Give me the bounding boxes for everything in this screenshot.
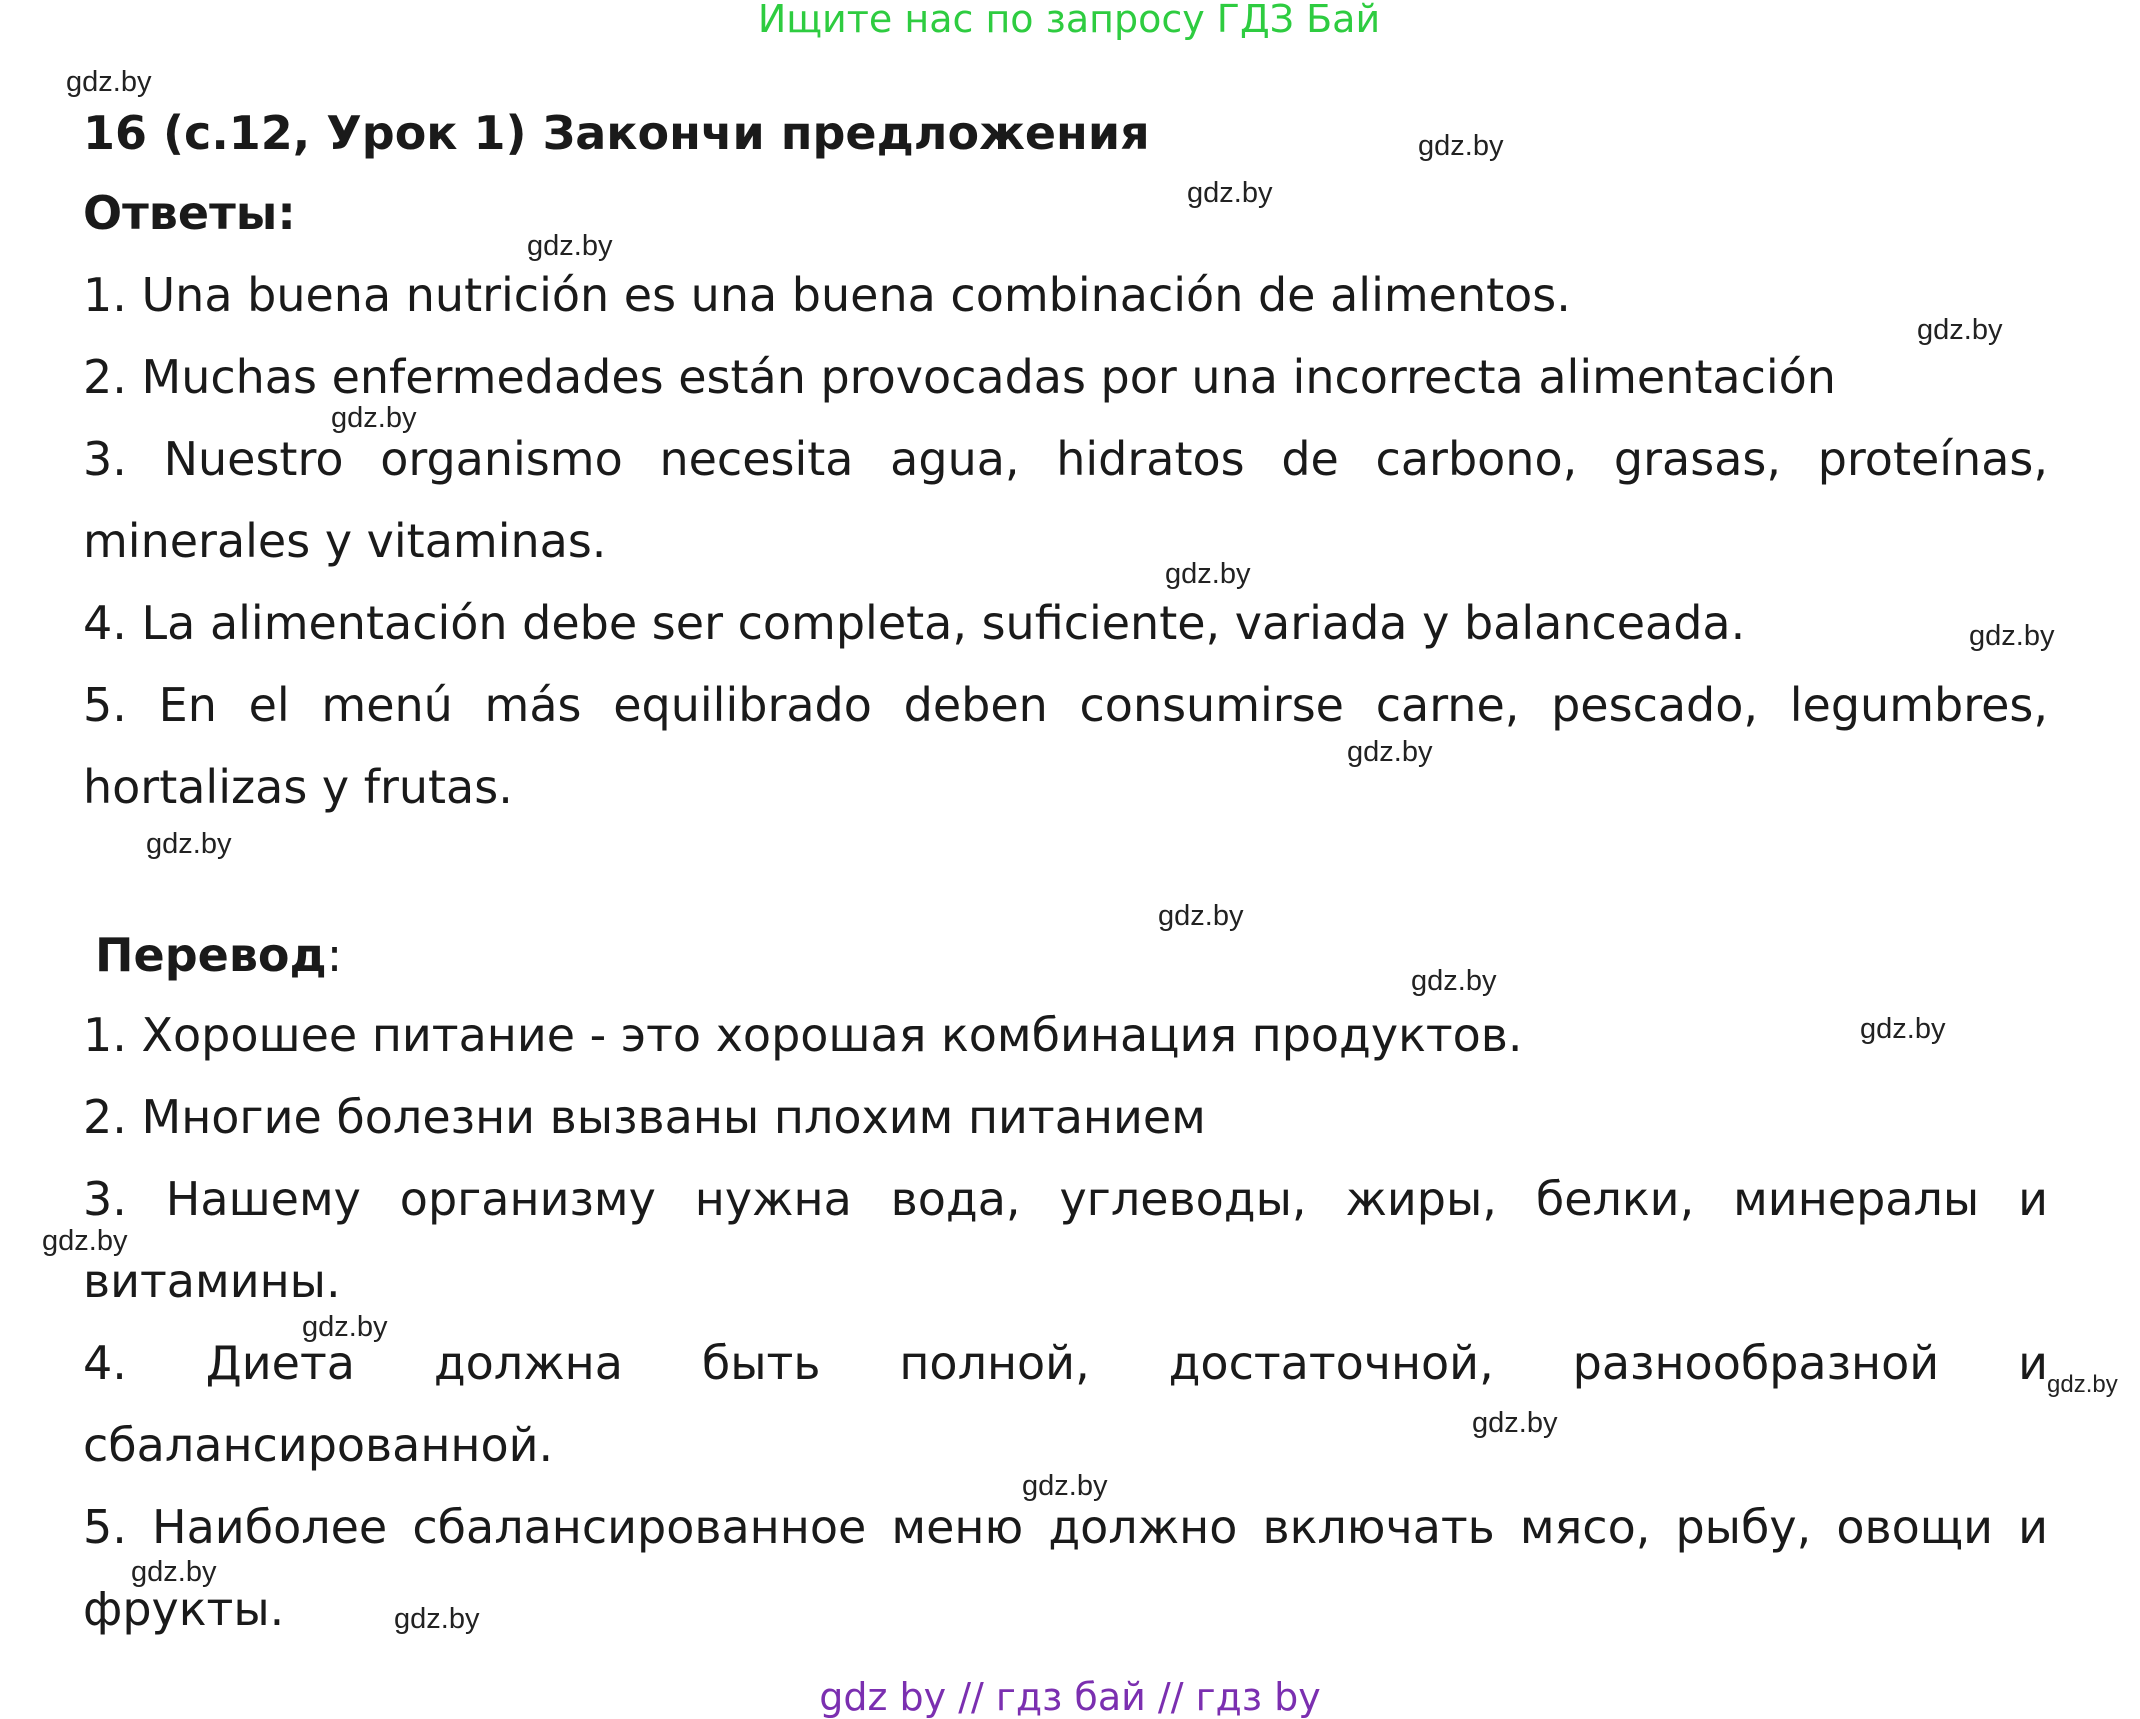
watermark: gdz.by <box>1022 1470 1108 1502</box>
top-banner: Ищите нас по запросу ГДЗ Бай <box>757 0 1381 41</box>
watermark: gdz.by <box>42 1225 128 1257</box>
watermark: gdz.by <box>1158 900 1244 932</box>
watermark: gdz.by <box>131 1556 217 1588</box>
translation-heading: Перевод: <box>95 928 343 982</box>
watermark: gdz.by <box>146 828 232 860</box>
translation-line-3: 3. Нашему организму нужна вода, углеводы, жиры, белки, минералы и <box>83 1172 2048 1226</box>
translation-line-5-cont: фрукты. <box>83 1582 285 1636</box>
watermark: gdz.by <box>527 230 613 262</box>
answer-line-3: 3. Nuestro organismo necesita agua, hidratos de carbono, grasas, proteínas, <box>83 432 2048 486</box>
translation-line-5: 5. Наиболее сбалансированное меню должно включать мясо, рыбу, овощи и <box>83 1500 2048 1554</box>
watermark: gdz.by <box>1418 130 1504 162</box>
watermark: gdz.by <box>1187 177 1273 209</box>
watermark: gdz.by <box>1969 620 2055 652</box>
answer-line-2: 2. Muchas enfermedades están provocadas por una incorrecta alimentación <box>83 350 1836 404</box>
watermark: gdz.by <box>1165 558 1251 590</box>
watermark: gdz.by <box>1347 736 1433 768</box>
translation-line-3-cont: витамины. <box>83 1254 341 1308</box>
answer-line-1: 1. Una buena nutrición es una buena combinación de alimentos. <box>83 268 1571 322</box>
watermark: gdz.by <box>1917 314 2003 346</box>
translation-line-2: 2. Многие болезни вызваны плохим питанием <box>83 1090 1206 1144</box>
watermark: gdz.by <box>66 66 152 98</box>
watermark: gdz.by <box>331 402 417 434</box>
watermark: gdz.by <box>302 1311 388 1343</box>
translation-line-4-cont: сбалансированной. <box>83 1418 554 1472</box>
answer-line-5-cont: hortalizas y frutas. <box>83 760 513 814</box>
watermark: gdz.by <box>2047 1371 2118 1398</box>
watermark: gdz.by <box>1411 965 1497 997</box>
answer-line-4: 4. La alimentación debe ser completa, suficiente, variada y balanceada. <box>83 596 1746 650</box>
footer-links: gdz by // гдз бай // гдз by <box>819 1675 1321 1719</box>
answer-line-3-cont: minerales y vitaminas. <box>83 514 607 568</box>
translation-line-4: 4. Диета должна быть полной, достаточной, разнообразной и <box>83 1336 2048 1390</box>
watermark: gdz.by <box>1472 1407 1558 1439</box>
exercise-title: 16 (с.12, Урок 1) Закончи предложения <box>83 106 1150 160</box>
watermark: gdz.by <box>1860 1013 1946 1045</box>
answers-heading: Ответы: <box>83 186 296 240</box>
answer-line-5: 5. En el menú más equilibrado deben consumirse carne, pescado, legumbres, <box>83 678 2048 732</box>
watermark: gdz.by <box>394 1603 480 1635</box>
translation-line-1: 1. Хорошее питание - это хорошая комбинация продуктов. <box>83 1008 1523 1062</box>
